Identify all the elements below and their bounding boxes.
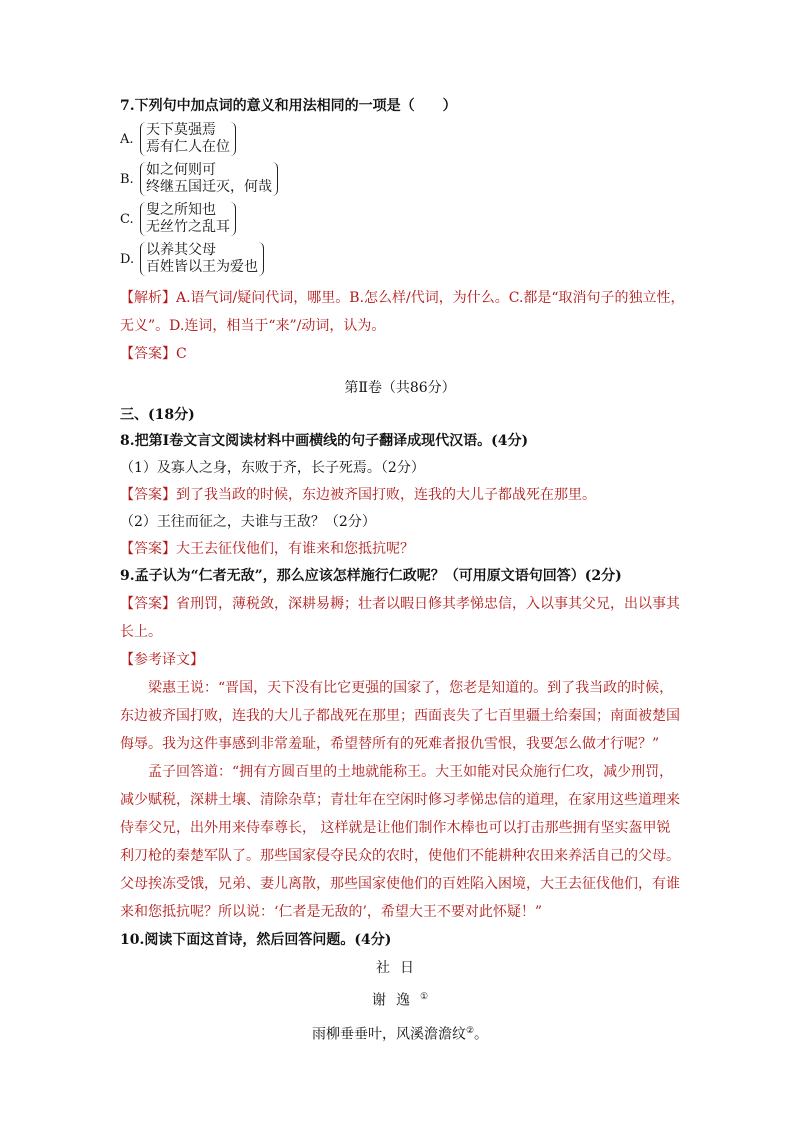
poem-line-text: 雨柳垂垂叶，风溪澹澹纹 [311, 1026, 466, 1043]
q8-answer2: 【答案】大王去征伐他们，有谁来和您抵抗呢？ [120, 541, 414, 557]
q7-option-b [120, 162, 680, 196]
option-letter: B. [120, 171, 134, 187]
option-line1: 叟之所知也 [146, 202, 216, 218]
poem-author: 谢逸 [371, 992, 420, 1009]
option-line2: 焉有仁人在位 [146, 139, 230, 155]
translation-heading: 【参考译文】 [120, 652, 204, 668]
option-line2: 无丝竹之乱耳 [146, 219, 230, 235]
q9-stem: 9.孟子认为“仁者无敌”，那么应该怎样施行仁政呢？（可用原文语句回答）(2分) [120, 568, 622, 584]
option-line1: 天下莫强焉 [146, 122, 216, 138]
q10-stem: 10.阅读下面这首诗，然后回答问题。(4分) [120, 932, 392, 948]
option-letter: D. [120, 251, 135, 267]
line-footnote-marker: ② [465, 1025, 475, 1036]
poem-line-1 [120, 1016, 680, 1050]
q8-sub1: （1）及寡人之身，东败于齐，长子死焉。（2分） [120, 460, 425, 476]
q7-option-c [120, 202, 680, 236]
section-heading: 三、(18分) [120, 407, 195, 423]
q7-analysis-line1: 【解析】A.语气词/疑问代词，哪里。B.怎么样/代词，为什么。C.都是“取消句子的独立性， [120, 290, 685, 306]
q8-stem: 8.把第Ⅰ卷文言文阅读材料中画横线的句子翻译成现代汉语。(4分) [120, 433, 529, 449]
q7-stem: 7.下列句中加点词的意义和用法相同的一项是（ ） [120, 98, 457, 114]
poem-line-end: 。 [474, 1026, 489, 1043]
option-brace [140, 162, 278, 196]
q7-analysis-line2: 无义”。D.连词，相当于“来”/动词，认为。 [120, 318, 386, 334]
q8-answer1: 【答案】到了我当政的时候，东边被齐国打败，连我的大儿子都战死在那里。 [120, 487, 596, 503]
q7-answer: 【答案】C [120, 346, 187, 362]
volume-title: 第Ⅱ卷（共86分） [344, 380, 456, 396]
option-line2: 百姓皆以王为爱也 [146, 259, 258, 275]
option-letter: C. [120, 211, 134, 227]
translation-paragraph-1: 梁惠王说：“晋国，天下没有比它更强的国家了，您老是知道的。到了我当政的时候，东边被齐国打败，连我的大儿子都战死在那里；西面丧失了七百里疆土给秦国；南面被楚国侮辱。我为这件事感到非常羞耻，希望替所有的死难者报仇雪恨，我要怎么做才行呢？” [120, 680, 680, 752]
option-line1: 以养其父母 [146, 242, 216, 258]
q7-option-d [120, 242, 680, 276]
q9-answer-line2: 长上。 [120, 624, 162, 640]
author-footnote-marker: ① [419, 992, 429, 1002]
translation-paragraph-2: 孟子回答道：“拥有方圆百里的土地就能称王。大王如能对民众施行仁攻，减少刑罚，减少赋税，深耕土壤、清除杂草；青壮年在空闲时修习孝悌忠信的道理，在家用这些道理来侍奉父兄，出外用来侍奉尊长， 这样就是让他们制作木棒也可以打击那些拥有坚实盔甲锐利刀枪的秦楚军队了。那些国家侵夺民众的农时，使他们不能耕种农田来养活自己的父母。父母挨冻受饿，兄弟、妻儿离散，那些国家使他们的百姓陷入困境，大王去征伐他们，有谁来和您抵抗呢？所以说：‘仁者是无敌的’，希望大王不要对此怀疑！” [120, 764, 680, 920]
q7-option-a [120, 122, 680, 156]
option-brace [140, 122, 236, 156]
poem-author-line [120, 982, 680, 1016]
option-line2: 终继五国迁灭，何哉 [146, 179, 272, 195]
option-brace [140, 202, 236, 236]
q9-answer-line1: 【答案】省刑罚，薄税敛，深耕易耨；壮者以暇日修其孝悌忠信，入以事其父兄，出以事其 [120, 596, 680, 612]
option-brace [140, 242, 264, 276]
q8-sub2: （2）王往而征之，夫谁与王敌？（2分） [120, 514, 376, 530]
option-letter: A. [120, 131, 134, 147]
poem-title: 社日 [376, 960, 424, 976]
document-page [120, 96, 685, 1049]
option-line1: 如之何则可 [146, 162, 216, 178]
